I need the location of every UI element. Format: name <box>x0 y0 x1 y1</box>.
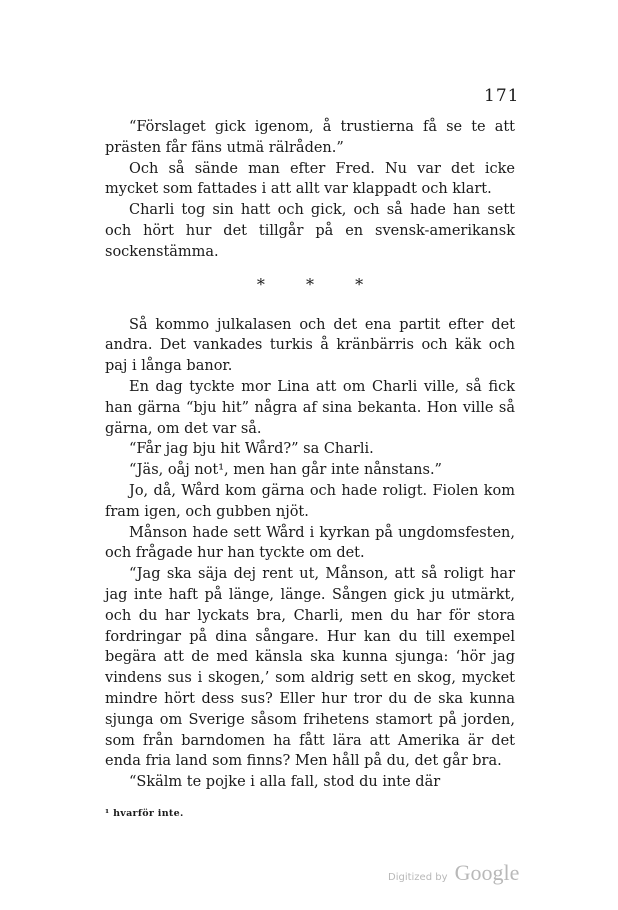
paragraph: “Förslaget gick igenom, å trustierna få se te att prästen får fäns utmä rälråden.” <box>105 119 515 156</box>
paragraph: Så kommo julkalasen och det ena partit efter det andra. Det vankades turkis å kränbärris och käk och paj i långa banor. <box>105 316 515 375</box>
body-text <box>105 117 515 793</box>
google-logo: Google <box>454 860 520 885</box>
footnote: ¹ hvarför inte. <box>105 808 184 819</box>
paragraph: Månson hade sett Wård i kyrkan på ungdomsfesten, och frågade hur han tyckte om det. <box>105 524 515 562</box>
paragraph: Jo, då, Wård kom gärna och hade roligt. Fiolen kom fram igen, och gubben njöt. <box>105 482 515 520</box>
section-break: * * * <box>256 274 382 294</box>
page-number: 171 <box>484 86 520 106</box>
paragraph: “Får jag bju hit Wård?” sa Charli. <box>129 441 374 458</box>
watermark-prefix: Digitized by <box>388 872 448 883</box>
paragraph: “Jag ska säja dej rent ut, Månson, att så roligt har jag inte haft på länge, länge. Sången gick ju utmärkt, och du har lyckats bra, Charli, men du har för stora fordringar på dina sångare. Hur kan du till exempel begära att de med känsla ska kunna sjunga: ‘hör jag vindens sus i skogen,’ som aldrig sett en skog, mycket mindre hört dess sus? Eller hur tror du de ska kunna sjunga om Sverige såsom frihetens stamort på jorden, som från barndomen ha fått lära att Amerika är det enda fria land som finns? Men håll på du, det går bra. <box>105 566 515 770</box>
paragraph: “Skälm te pojke i alla fall, stod du inte där <box>129 774 441 791</box>
paragraph: “Jäs, oåj not¹, men han går inte nånstans.” <box>129 462 442 479</box>
paragraph: Och så sände man efter Fred. Nu var det icke mycket som fattades i att allt var klappadt och klart. <box>105 160 515 198</box>
digitized-watermark <box>388 860 519 886</box>
paragraph: Charli tog sin hatt och gick, och så hade han sett och hört hur det tillgår på en svensk-amerikansk sockenstämma. <box>105 202 515 260</box>
paragraph: En dag tyckte mor Lina att om Charli ville, så fick han gärna “bju hit” några af sina bekanta. Hon ville så gärna, om det var så. <box>105 378 515 437</box>
